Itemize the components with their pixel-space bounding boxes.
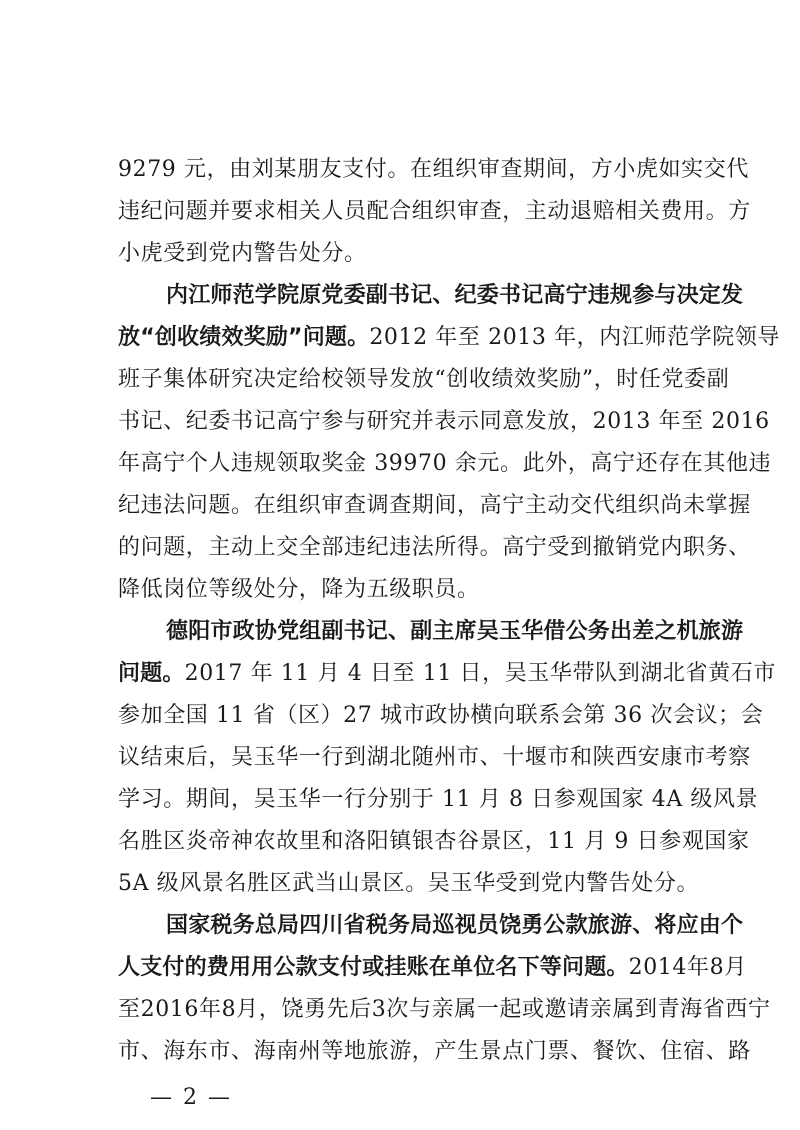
body-text-span: 2012 年至 2013 年，内江师范学院领导 xyxy=(369,325,781,350)
body-text-line: 书记、纪委书记高宁参与研究并表示同意发放，2013 年至 2016 xyxy=(118,409,770,434)
body-text-line: 学习。期间，吴玉华一行分别于 11 月 8 日参观国家 4A 级风景 xyxy=(118,787,759,812)
body-text-line: 小虎受到党内警告处分。 xyxy=(118,241,367,266)
body-text-line: 年高宁个人违规领取奖金 39970 余元。此外，高宁还存在其他违 xyxy=(118,451,772,476)
body-text-line: 5A 级风景名胜区武当山景区。吴玉华受到党内警告处分。 xyxy=(118,871,700,896)
body-text-line: 名胜区炎帝神农故里和洛阳镇银杏谷景区，11 月 9 日参观国家 xyxy=(118,829,750,854)
section-heading-continuation: 问题。 xyxy=(118,661,185,686)
body-text-line: 9279 元，由刘某朋友支付。在组织审查期间，方小虎如实交代 xyxy=(118,157,749,182)
body-text-span: 2014年8月 xyxy=(628,955,747,980)
mixed-line xyxy=(118,658,776,690)
section-heading-continuation: 放“创收绩效奖励”问题。 xyxy=(118,325,370,350)
body-text-line: 的问题，主动上交全部违纪违法所得。高宁受到撤销党内职务、 xyxy=(118,535,751,560)
body-text-line: 违纪问题并要求相关人员配合组织审查，主动退赔相关费用。方 xyxy=(118,199,751,224)
body-text-line: 降低岗位等级处分，降为五级职员。 xyxy=(118,577,480,602)
section-heading-continuation: 人支付的费用用公款支付或挂账在单位名下等问题。 xyxy=(118,955,629,980)
section-heading: 国家税务总局四川省税务局巡视员饶勇公款旅游、将应由个 xyxy=(166,913,744,938)
section-heading: 德阳市政协党组副书记、副主席吴玉华借公务出差之机旅游 xyxy=(166,619,744,644)
mixed-line xyxy=(118,322,781,354)
page-number: — 2 — xyxy=(150,1085,232,1110)
body-text-line: 市、海东市、海南州等地旅游，产生景点门票、餐饮、住宿、路 xyxy=(118,1039,751,1064)
body-text-line: 至2016年8月，饶勇先后3次与亲属一起或邀请亲属到青海省西宁 xyxy=(118,997,771,1022)
body-text-line: 议结束后，吴玉华一行到湖北随州市、十堰市和陕西安康市考察 xyxy=(118,745,751,770)
body-text-line: 班子集体研究决定给校领导发放“创收绩效奖励”，时任党委副 xyxy=(118,367,730,392)
mixed-line xyxy=(118,952,747,984)
body-text-line: 纪违法问题。在组织审查调查期间，高宁主动交代组织尚未掌握 xyxy=(118,493,751,518)
section-heading: 内江师范学院原党委副书记、纪委书记高宁违规参与决定发 xyxy=(166,283,744,308)
body-text-line: 参加全国 11 省（区）27 城市政协横向联系会第 36 次会议；会 xyxy=(118,703,764,728)
body-text-span: 2017 年 11 月 4 日至 11 日，吴玉华带队到湖北省黄石市 xyxy=(184,661,776,686)
